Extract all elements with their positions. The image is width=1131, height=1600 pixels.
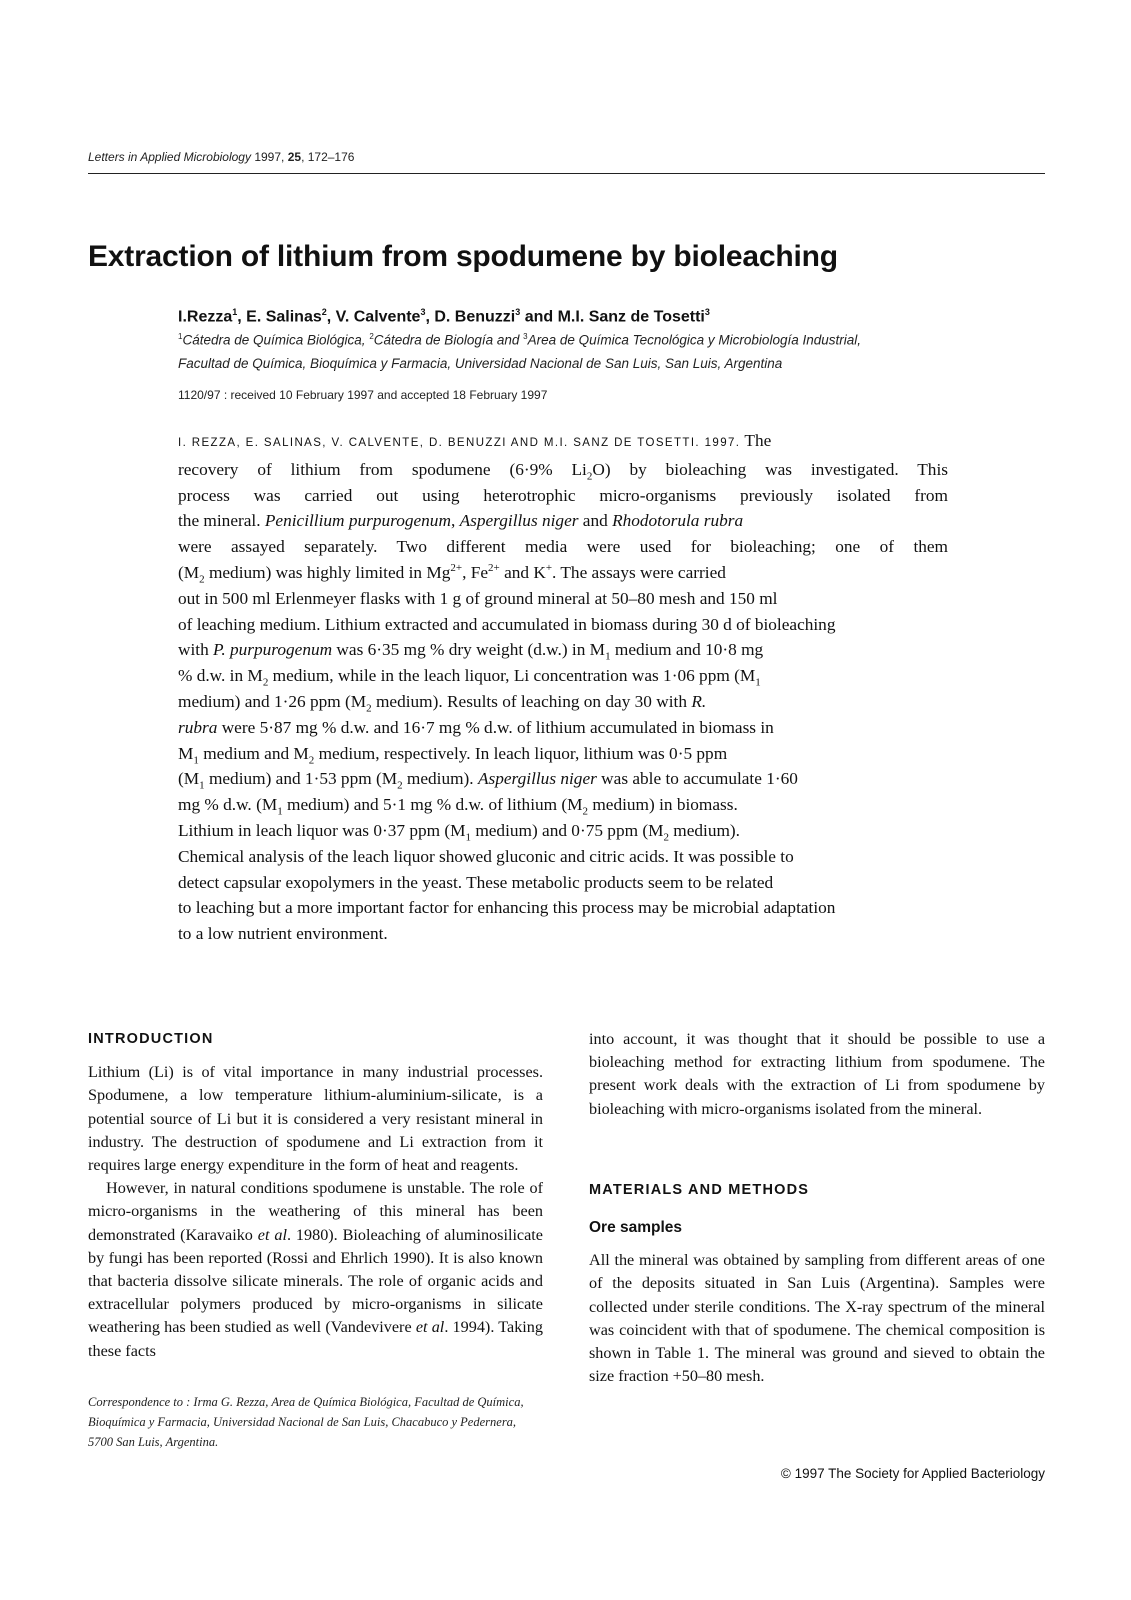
abstract-text: medium) and 1·53 ppm (M: [204, 769, 398, 789]
abstract-text: . The assays were carried: [552, 562, 726, 582]
intro-paragraph-3: into account, it was thought that it should be possible to use a bioleaching method for extracting lithium from spodumene. The present work deals with the extraction of Li from spodumene by bioleaching with micro-organisms isolated from the mineral.: [589, 1030, 1045, 1118]
abstract-line: [178, 689, 948, 715]
abstract-text: recovery of lithium from spodumene (6·9% Li: [178, 459, 587, 479]
abstract-text: % d.w. in M: [178, 666, 263, 686]
received-dates: 1120/97 : received 10 February 1997 and accepted 18 February 1997: [178, 388, 548, 402]
journal-year: 1997,: [254, 150, 285, 164]
superscript: 2+: [488, 562, 500, 575]
intro-paragraph-1: Lithium (Li) is of vital importance in many industrial processes. Spodumene, a low temperature lithium-aluminium-silicate, is a potential source of Li but it is considered a very resistant mineral in industry. The destruction of spodumene and Li extraction from it requires large energy expenditure in the form of heat and reagents.: [88, 1063, 543, 1175]
species-name: Penicillium purpurogenum: [264, 511, 451, 531]
abstract-text: and: [578, 511, 613, 531]
abstract-line: process was carried out using heterotrophic micro-organisms previously isolated from: [178, 485, 948, 505]
abstract-text: The: [740, 431, 772, 450]
affil-text: Cátedra de Biología and: [373, 332, 524, 348]
abstract-text: was able to accumulate 1·60: [596, 769, 798, 789]
journal-name: Letters in Applied Microbiology: [88, 150, 251, 164]
et-al: et al: [257, 1225, 287, 1244]
abstract-line: to a low nutrient environment.: [178, 924, 388, 944]
abstract-line: Chemical analysis of the leach liquor showed gluconic and citric acids. It was possible to: [178, 846, 794, 866]
abstract-line: [178, 428, 948, 457]
subscript: 2: [582, 805, 589, 818]
species-name: P. purpurogenum: [213, 640, 333, 660]
species-name: rubra: [178, 717, 218, 737]
species-name: R.: [691, 691, 707, 711]
affiliation-line-2: Facultad de Química, Bioquímica y Farmacia, Universidad Nacional de San Luis, San Luis, Argentina: [178, 356, 783, 371]
abstract-line: [178, 715, 948, 741]
author-name: , D. Benuzzi: [425, 308, 516, 326]
paragraph-text: However, in natural conditions spodumene is unstable. The role of micro-organisms in the weathering of this mineral has been demonstrated (Karavaiko: [88, 1179, 543, 1244]
correspondence-note: Correspondence to : Irma G. Rezza, Area de Química Biológica, Facultad de Química, Bioquímica y Farmacia, Universidad Nacional de San Luis, Chacabuco y Pedernera, 5700 San Luis, Argentina.: [88, 1395, 524, 1449]
abstract-line: [178, 457, 948, 483]
abstract-text: medium, while in the leach liquor, Li concentration was 1·06 ppm (M: [268, 666, 756, 686]
abstract-line: to leaching but a more important factor for enhancing this process may be microbial adaptation: [178, 898, 836, 918]
species-name: Rhodotorula rubra: [612, 511, 744, 531]
abstract-text: O) by bioleaching was investigated. This: [592, 459, 948, 479]
abstract-text: were 5·87 mg % d.w. and 16·7 mg % d.w. of lithium accumulated in biomass in: [217, 717, 774, 737]
author-affil-mark: 3: [515, 307, 521, 317]
abstract-line: [178, 508, 948, 534]
abstract-text: (M: [178, 769, 200, 789]
species-name: Aspergillus niger: [477, 769, 597, 789]
abstract-text: mg % d.w. (M: [178, 795, 278, 815]
abstract-line: [178, 818, 948, 844]
section-heading-materials-methods: MATERIALS AND METHODS: [589, 1181, 810, 1198]
abstract-line: [178, 560, 948, 586]
abstract-line: detect capsular exopolymers in the yeast. These metabolic products seem to be related: [178, 872, 774, 892]
affil-mark: 2: [369, 332, 374, 341]
article-title: Extraction of lithium from spodumene by bioleaching: [88, 240, 838, 273]
subscript: 1: [755, 676, 761, 689]
abstract-text: and K: [499, 562, 546, 582]
subscript: 1: [277, 805, 283, 818]
affil-text: Area de Química Tecnológica y Microbiología Industrial,: [527, 332, 861, 348]
copyright-notice: © 1997 The Society for Applied Bacteriology: [780, 1466, 1045, 1481]
abstract-text: ,: [450, 511, 460, 531]
superscript: +: [545, 562, 553, 575]
intro-paragraph-2: [88, 1177, 543, 1363]
subscript: 2: [308, 754, 315, 767]
abstract-text: medium).: [402, 769, 478, 789]
abstract-text: medium, respectively. In leach liquor, lithium was 0·5 ppm: [314, 743, 728, 763]
abstract-line: out in 500 ml Erlenmeyer flasks with 1 g of ground mineral at 50–80 mesh and 150 ml: [178, 588, 778, 608]
abstract-text: Lithium in leach liquor was 0·37 ppm (M: [178, 820, 466, 840]
abstract-line: [178, 663, 948, 689]
right-column: [589, 1028, 1045, 1388]
subscript: 1: [465, 831, 471, 844]
abstract-text: medium and 10·8 mg: [610, 640, 764, 660]
abstract-line: [178, 741, 948, 767]
author-affil-mark: 3: [704, 307, 710, 317]
author-name: and M.I. Sanz de Tosetti: [520, 308, 705, 326]
subscript: 2: [366, 702, 372, 715]
abstract-text: , Fe: [462, 562, 489, 582]
abstract-citation: I. REZZA, E. SALINAS, V. CALVENTE, D. BENUZZI AND M.I. SANZ DE TOSETTI. 1997.: [178, 437, 741, 449]
author-affil-mark: 1: [232, 307, 238, 317]
abstract-text: with: [178, 640, 214, 660]
abstract-text: medium) in biomass.: [588, 795, 738, 815]
abstract-line: [178, 766, 948, 792]
abstract-text: medium) and 1·26 ppm (M: [178, 691, 367, 711]
abstract-text: medium) and 0·75 ppm (M: [471, 820, 664, 840]
superscript: 2+: [450, 562, 463, 575]
subscript: 2: [586, 470, 593, 483]
paragraph-text: . 1980). Bioleaching of aluminosilicate by fungi has been reported (Rossi and Ehrlich 1990). It is also known that bacteria dissolve silicate minerals. The role of organic acids and extracellular polymers produced by micro-organisms in silicate weathering has been studied as well (Vandevivere: [88, 1225, 543, 1337]
author-affil-mark: 2: [321, 307, 327, 317]
abstract-text: (M: [178, 562, 200, 582]
abstract-line: [178, 792, 948, 818]
species-name: Aspergillus niger: [459, 511, 579, 531]
affil-mark: 3: [523, 332, 528, 341]
affiliation-line-1: [178, 332, 861, 348]
author-name: , E. Salinas: [237, 308, 322, 326]
journal-pages: , 172–176: [301, 150, 355, 164]
et-al: et al: [415, 1318, 445, 1337]
subscript: 1: [199, 779, 205, 792]
ore-samples-paragraph: All the mineral was obtained by sampling from different areas of one of the deposits situated in San Luis (Argentina). Samples were collected under sterile conditions. The X-ray spectrum of the mineral was coincident with that of spodumene. The chemical composition is shown in Table 1. The mineral was ground and sieved to obtain the size fraction +50–80 mesh.: [589, 1251, 1045, 1386]
paragraph-text: . 1994). Taking these facts: [88, 1318, 543, 1360]
abstract-line: [178, 637, 948, 663]
abstract-text: medium) and 5·1 mg % d.w. of lithium (M: [282, 795, 583, 815]
abstract-line: of leaching medium. Lithium extracted and accumulated in biomass during 30 d of bioleaching: [178, 614, 836, 634]
subscript: 1: [193, 754, 199, 767]
subsection-heading-ore-samples: Ore samples: [589, 1219, 683, 1237]
abstract-text: medium) was highly limited in Mg: [204, 562, 451, 582]
left-column: [88, 1028, 543, 1363]
subscript: 2: [397, 779, 403, 792]
author-name: , V. Calvente: [326, 308, 421, 326]
abstract-line: were assayed separately. Two different media were used for bioleaching; one of them: [178, 537, 948, 557]
author-affil-mark: 3: [420, 307, 426, 317]
subscript: 1: [605, 650, 611, 663]
author-name: I.Rezza: [178, 308, 233, 326]
abstract: [178, 428, 948, 947]
subscript: 2: [663, 831, 669, 844]
affil-text: Cátedra de Química Biológica,: [182, 332, 370, 348]
abstract-text: M: [178, 743, 194, 763]
section-heading-introduction: INTRODUCTION: [88, 1031, 214, 1047]
abstract-text: the mineral.: [178, 511, 265, 531]
journal-citation: [88, 150, 1045, 164]
header-rule: [88, 173, 1045, 174]
subscript: 2: [199, 573, 205, 586]
affil-mark: 1: [178, 332, 183, 341]
abstract-text: medium and M: [198, 743, 309, 763]
abstract-text: was 6·35 mg % dry weight (d.w.) in M: [332, 640, 606, 660]
author-list: [178, 307, 710, 326]
abstract-text: medium).: [668, 820, 741, 840]
abstract-text: medium). Results of leaching on day 30 with: [371, 691, 692, 711]
journal-volume: 25: [287, 150, 302, 164]
subscript: 2: [262, 676, 269, 689]
